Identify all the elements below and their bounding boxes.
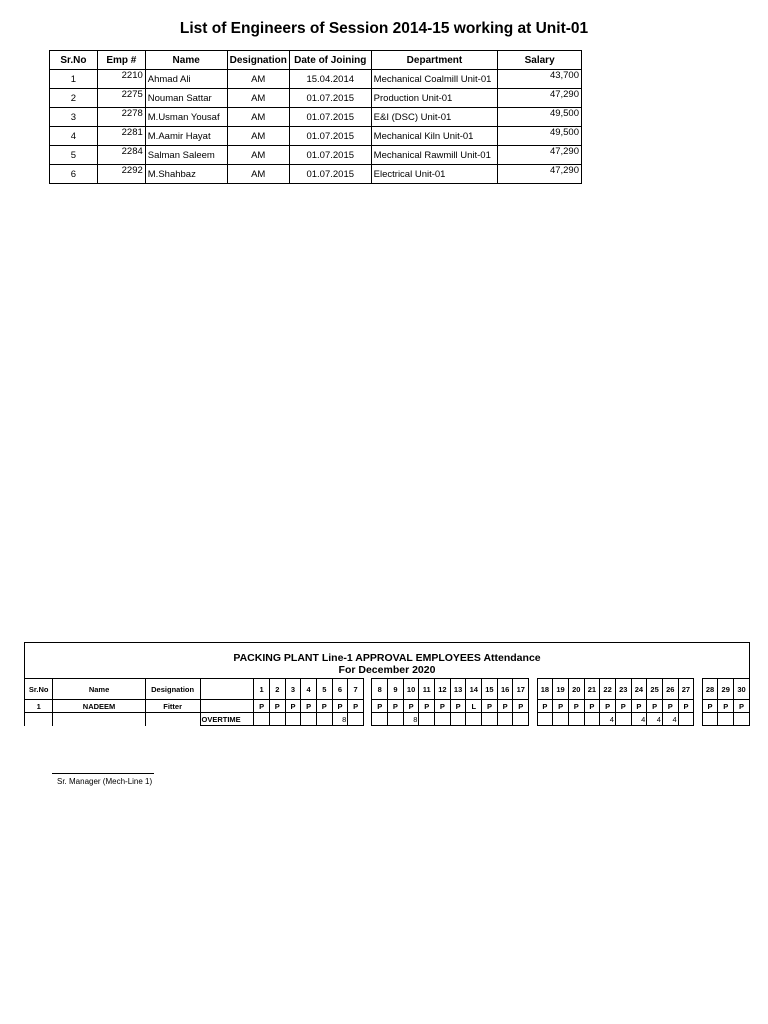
table-cell: 47,290 <box>498 146 582 165</box>
day-header: 25 <box>647 679 663 700</box>
overtime-value <box>372 713 388 726</box>
table-cell: 2281 <box>97 127 145 146</box>
engineers-title: List of Engineers of Session 2014-15 working at Unit-01 <box>179 20 589 37</box>
overtime-value: 4 <box>600 713 616 726</box>
table-cell: 01.07.2015 <box>289 108 371 127</box>
day-header: 26 <box>662 679 678 700</box>
overtime-value <box>269 713 285 726</box>
day-header: 10 <box>403 679 419 700</box>
attendance-header-row <box>25 679 750 700</box>
day-header: 27 <box>678 679 694 700</box>
column-header: Date of Joining <box>289 51 371 70</box>
attendance-mark: P <box>734 700 750 713</box>
table-cell: 01.07.2015 <box>289 127 371 146</box>
column-header: Salary <box>498 51 582 70</box>
day-header <box>529 679 537 700</box>
day-header <box>363 679 371 700</box>
table-cell: Mechanical Rawmill Unit-01 <box>371 146 498 165</box>
table-cell: E&I (DSC) Unit-01 <box>371 108 498 127</box>
attendance-mark: P <box>435 700 451 713</box>
day-header: 12 <box>435 679 451 700</box>
table-cell: 2275 <box>97 89 145 108</box>
day-header: 7 <box>348 679 364 700</box>
attendance-mark: P <box>615 700 631 713</box>
table-cell <box>53 713 145 726</box>
table-cell: 49,500 <box>498 127 582 146</box>
table-cell: 01.07.2015 <box>289 89 371 108</box>
attendance-mark: P <box>482 700 498 713</box>
table-cell: 01.07.2015 <box>289 146 371 165</box>
day-header: 9 <box>388 679 404 700</box>
table-cell: Production Unit-01 <box>371 89 498 108</box>
engineers-header-row <box>50 51 582 70</box>
overtime-value: 4 <box>662 713 678 726</box>
overtime-value <box>435 713 451 726</box>
day-header: 4 <box>301 679 317 700</box>
day-header: 22 <box>600 679 616 700</box>
table-cell: 43,700 <box>498 70 582 89</box>
day-header: 18 <box>537 679 553 700</box>
attendance-mark: P <box>450 700 466 713</box>
attendance-mark: P <box>600 700 616 713</box>
day-header: 20 <box>568 679 584 700</box>
attendance-mark: P <box>631 700 647 713</box>
day-header: 30 <box>734 679 750 700</box>
column-header: Name <box>145 51 227 70</box>
table-cell: Nouman Sattar <box>145 89 227 108</box>
table-cell: AM <box>227 89 289 108</box>
table-row <box>50 70 582 89</box>
table-cell: 4 <box>50 127 98 146</box>
day-header: 23 <box>615 679 631 700</box>
overtime-value <box>450 713 466 726</box>
overtime-value <box>568 713 584 726</box>
day-header: 6 <box>332 679 348 700</box>
overtime-row <box>25 713 750 726</box>
column-header: Sr.No <box>25 679 53 700</box>
table-cell: 2 <box>50 89 98 108</box>
day-header: 13 <box>450 679 466 700</box>
table-row <box>50 108 582 127</box>
overtime-value <box>419 713 435 726</box>
employee-name: NADEEM <box>53 700 145 713</box>
attendance-subtitle: For December 2020 <box>338 664 436 676</box>
engineers-table <box>49 50 582 184</box>
table-cell: 2278 <box>97 108 145 127</box>
day-header: 1 <box>254 679 270 700</box>
column-header: Sr.No <box>50 51 98 70</box>
attendance-mark: P <box>513 700 529 713</box>
overtime-value <box>482 713 498 726</box>
table-cell: Salman Saleem <box>145 146 227 165</box>
attendance-mark <box>529 700 537 713</box>
table-cell: Ahmad Ali <box>145 70 227 89</box>
table-row <box>50 146 582 165</box>
overtime-value <box>529 713 537 726</box>
table-cell <box>200 700 254 713</box>
table-cell: 3 <box>50 108 98 127</box>
column-header: Designation <box>227 51 289 70</box>
attendance-mark: P <box>372 700 388 713</box>
overtime-value: 8 <box>332 713 348 726</box>
table-cell: 47,290 <box>498 165 582 184</box>
attendance-title-box <box>24 642 750 678</box>
overtime-value <box>513 713 529 726</box>
table-row <box>50 165 582 184</box>
attendance-employee-row <box>25 700 750 713</box>
column-header: Designation <box>145 679 200 700</box>
attendance-mark: P <box>403 700 419 713</box>
day-header: 16 <box>497 679 513 700</box>
attendance-mark: P <box>678 700 694 713</box>
table-cell: AM <box>227 165 289 184</box>
attendance-mark: P <box>388 700 404 713</box>
table-cell: M.Shahbaz <box>145 165 227 184</box>
table-cell: Electrical Unit-01 <box>371 165 498 184</box>
attendance-table <box>24 678 750 726</box>
overtime-value <box>388 713 404 726</box>
attendance-mark: P <box>269 700 285 713</box>
table-cell: 15.04.2014 <box>289 70 371 89</box>
overtime-label: OVERTIME <box>200 713 254 726</box>
day-header: 8 <box>372 679 388 700</box>
overtime-value <box>553 713 569 726</box>
attendance-mark: P <box>537 700 553 713</box>
table-row <box>50 127 582 146</box>
attendance-mark: P <box>301 700 317 713</box>
attendance-mark <box>363 700 371 713</box>
table-cell: 2284 <box>97 146 145 165</box>
overtime-value <box>497 713 513 726</box>
day-header: 28 <box>702 679 718 700</box>
table-row <box>50 89 582 108</box>
day-header: 11 <box>419 679 435 700</box>
table-cell: 01.07.2015 <box>289 165 371 184</box>
overtime-value <box>348 713 364 726</box>
attendance-mark: P <box>285 700 301 713</box>
column-header: Name <box>53 679 145 700</box>
overtime-value <box>678 713 694 726</box>
attendance-mark: P <box>647 700 663 713</box>
table-cell: 49,500 <box>498 108 582 127</box>
overtime-value <box>363 713 371 726</box>
day-header: 14 <box>466 679 482 700</box>
table-cell: 5 <box>50 146 98 165</box>
overtime-value <box>466 713 482 726</box>
table-cell: Mechanical Coalmill Unit-01 <box>371 70 498 89</box>
attendance-mark: P <box>254 700 270 713</box>
day-header: 5 <box>316 679 332 700</box>
overtime-value <box>537 713 553 726</box>
day-header: 15 <box>482 679 498 700</box>
attendance-mark: P <box>568 700 584 713</box>
table-cell <box>25 713 53 726</box>
table-cell: AM <box>227 108 289 127</box>
table-cell: 2210 <box>97 70 145 89</box>
day-header <box>694 679 702 700</box>
attendance-mark: P <box>702 700 718 713</box>
table-cell: Mechanical Kiln Unit-01 <box>371 127 498 146</box>
day-header: 29 <box>718 679 734 700</box>
table-cell <box>145 713 200 726</box>
signature-line <box>52 773 154 774</box>
attendance-mark: P <box>662 700 678 713</box>
overtime-value <box>694 713 702 726</box>
attendance-mark: P <box>718 700 734 713</box>
day-header: 17 <box>513 679 529 700</box>
overtime-value <box>615 713 631 726</box>
day-header: 19 <box>553 679 569 700</box>
signature-title: Sr. Manager (Mech-Line 1) <box>57 777 153 786</box>
table-cell: 1 <box>50 70 98 89</box>
attendance-mark: P <box>497 700 513 713</box>
overtime-value <box>301 713 317 726</box>
attendance-mark: P <box>348 700 364 713</box>
overtime-value <box>254 713 270 726</box>
table-cell: 47,290 <box>498 89 582 108</box>
overtime-value <box>702 713 718 726</box>
employee-designation: Fitter <box>145 700 200 713</box>
overtime-value <box>285 713 301 726</box>
overtime-value <box>584 713 600 726</box>
attendance-mark: P <box>419 700 435 713</box>
day-header: 21 <box>584 679 600 700</box>
overtime-value <box>718 713 734 726</box>
overtime-value: 4 <box>647 713 663 726</box>
attendance-title: PACKING PLANT Line-1 APPROVAL EMPLOYEES Attendance <box>233 652 541 664</box>
overtime-value: 4 <box>631 713 647 726</box>
employee-sr: 1 <box>25 700 53 713</box>
attendance-mark: P <box>332 700 348 713</box>
overtime-value: 8 <box>403 713 419 726</box>
column-header: Department <box>371 51 498 70</box>
day-header: 24 <box>631 679 647 700</box>
table-cell: M.Usman Yousaf <box>145 108 227 127</box>
day-header: 3 <box>285 679 301 700</box>
table-cell: AM <box>227 127 289 146</box>
attendance-mark: P <box>316 700 332 713</box>
attendance-mark: L <box>466 700 482 713</box>
column-header: Emp # <box>97 51 145 70</box>
table-cell: 6 <box>50 165 98 184</box>
day-header: 2 <box>269 679 285 700</box>
attendance-mark <box>694 700 702 713</box>
table-cell: 2292 <box>97 165 145 184</box>
table-cell: M.Aamir Hayat <box>145 127 227 146</box>
attendance-mark: P <box>584 700 600 713</box>
column-header <box>200 679 254 700</box>
overtime-value <box>734 713 750 726</box>
attendance-mark: P <box>553 700 569 713</box>
table-cell: AM <box>227 70 289 89</box>
overtime-value <box>316 713 332 726</box>
table-cell: AM <box>227 146 289 165</box>
